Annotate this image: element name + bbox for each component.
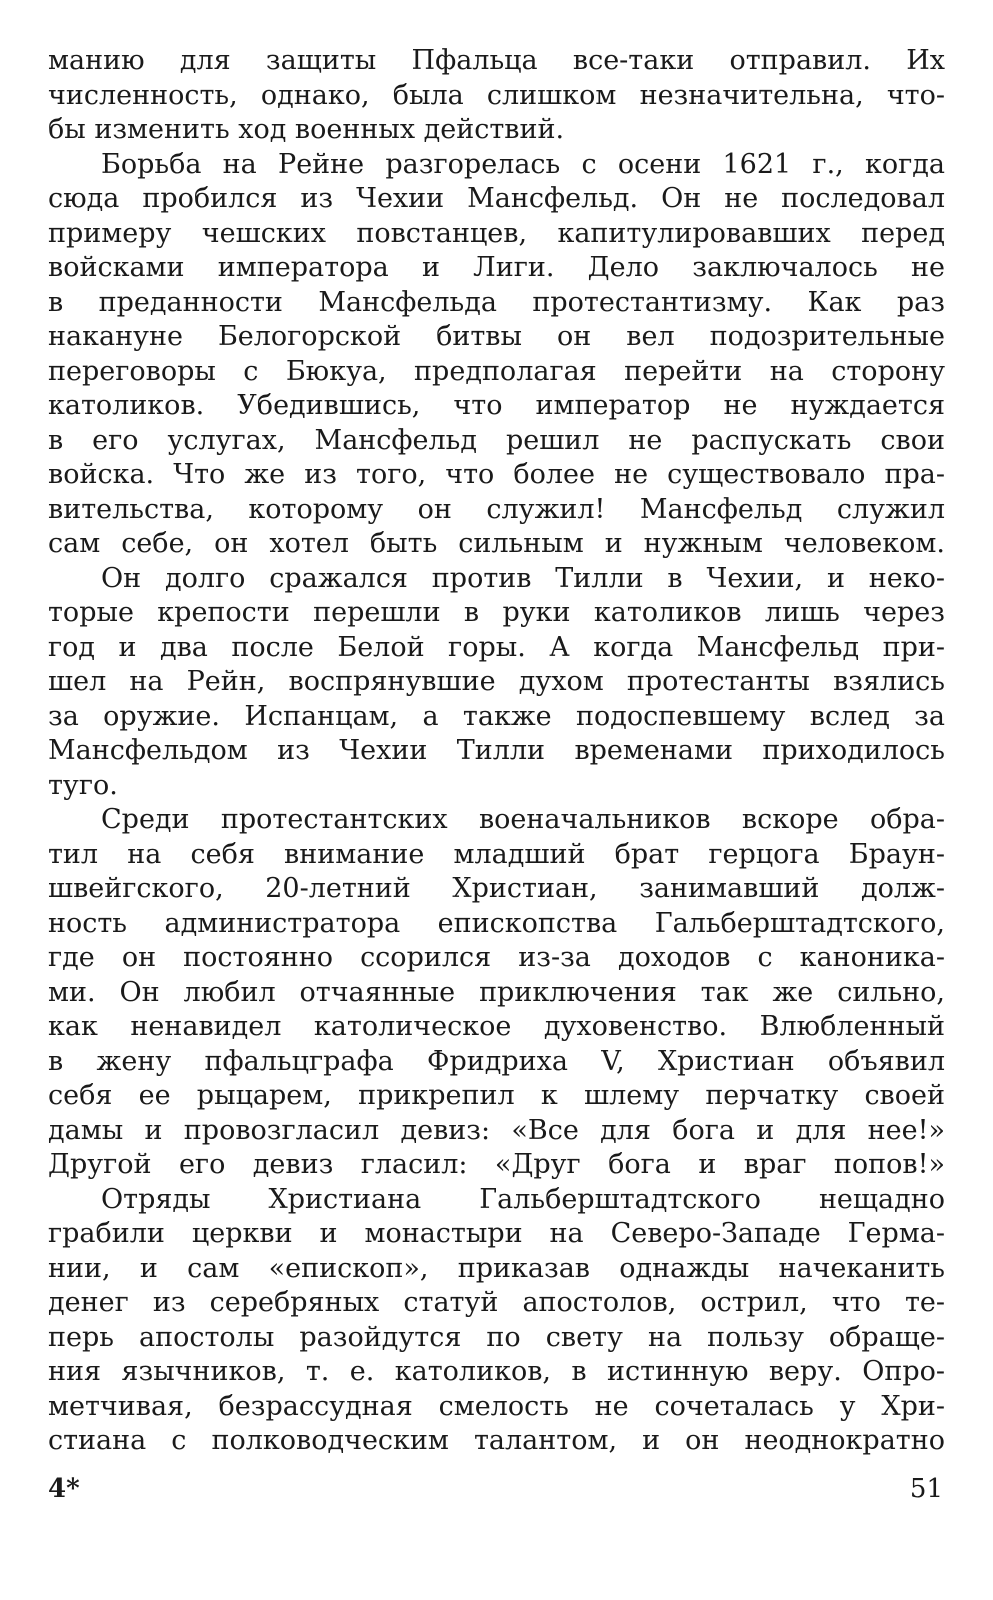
text-line: стиана с полководческим талантом, и он неоднократно xyxy=(48,1425,945,1456)
text-line: бы изменить ход военных действий. xyxy=(48,114,565,145)
text-line: в преданности Мансфельда протестантизму. Как раз xyxy=(48,286,945,318)
text-line: себя ее рыцарем, прикрепил к шлему перчатку своей xyxy=(48,1080,945,1111)
text-line: швейгского, 20-летний Христиан, занимавший долж- xyxy=(48,873,945,904)
text-line: за оружие. Испанцам, а также подоспевшему вслед за xyxy=(48,700,945,732)
text-line: Борьба на Рейне разгорелась с осени 1621 г., когда xyxy=(101,148,945,180)
text-line: католиков. Убедившись, что император не нуждается xyxy=(48,390,945,421)
text-line: Мансфельдом из Чехии Тилли временами приходилось xyxy=(48,735,945,766)
text-line: Отряды Христиана Гальберштадтского нещадно xyxy=(101,1183,945,1215)
text-line: шел на Рейн, воспрянувшие духом протестанты взялись xyxy=(48,666,945,697)
text-line: как ненавидел католическое духовенство. Влюбленный xyxy=(48,1011,945,1042)
text-line: вительства, которому он служил! Мансфельд служил xyxy=(48,493,945,525)
text-line: примеру чешских повстанцев, капитулировавших перед xyxy=(48,217,945,249)
text-line: грабили церкви и монастыри на Северо-Западе Герма- xyxy=(48,1218,945,1249)
text-line: год и два после Белой горы. А когда Мансфельд при- xyxy=(48,631,945,663)
page-footer xyxy=(48,1474,945,1514)
text-line: ность администратора епископства Гальберштадтского, xyxy=(48,907,945,939)
text-line: войсками императора и Лиги. Дело заключалось не xyxy=(48,252,945,283)
text-line: в жену пфальцграфа Фридриха V, Христиан объявил xyxy=(48,1045,945,1077)
text-line: ми. Он любил отчаянные приключения так же сильно, xyxy=(48,976,945,1008)
text-line: численность, однако, была слишком незначительна, что- xyxy=(48,79,945,111)
text-line: Среди протестантских военачальников вскоре обра- xyxy=(101,804,945,835)
text-line: туго. xyxy=(48,769,118,801)
text-line: где он постоянно ссорился из-за доходов с каноника- xyxy=(48,942,945,973)
book-page xyxy=(48,44,945,1574)
text-line: торые крепости перешли в руки католиков лишь через xyxy=(48,597,945,628)
text-line: Он долго сражался против Тилли в Чехии, и неко- xyxy=(101,562,945,594)
text-line: в его услугах, Мансфельд решил не распускать свои xyxy=(48,424,945,456)
text-line: перь апостолы разойдутся по свету на пользу обраще- xyxy=(48,1321,945,1353)
text-line: сам себе, он хотел быть сильным и нужным человеком. xyxy=(48,528,945,559)
text-line: дамы и провозгласил девиз: «Все для бога и для нее!» xyxy=(48,1114,945,1146)
text-line: переговоры с Бюкуа, предполагая перейти на сторону xyxy=(48,355,945,387)
text-line: войска. Что же из того, что более не существовало пра- xyxy=(48,459,945,490)
text-line: накануне Белогорской битвы он вел подозрительные xyxy=(48,321,945,352)
text-line: ния язычников, т. е. католиков, в истинную веру. Опро- xyxy=(48,1356,945,1387)
page-text-body xyxy=(48,44,945,1459)
text-line: тил на себя внимание младший брат герцога Браун- xyxy=(48,838,945,870)
text-line: метчивая, безрассудная смелость не сочеталась у Хри- xyxy=(48,1390,945,1422)
signature-mark: 4* xyxy=(48,1474,80,1504)
text-line: сюда пробился из Чехии Мансфельд. Он не последовал xyxy=(48,183,945,214)
text-line: нии, и сам «епископ», приказав однажды начеканить xyxy=(48,1252,945,1284)
text-line: манию для защиты Пфальца все-таки отправил. Их xyxy=(48,45,945,76)
page-number: 51 xyxy=(909,1474,943,1504)
text-line: денег из серебряных статуй апостолов, острил, что те- xyxy=(48,1287,945,1318)
text-line: Другой его девиз гласил: «Друг бога и враг попов!» xyxy=(48,1149,945,1180)
